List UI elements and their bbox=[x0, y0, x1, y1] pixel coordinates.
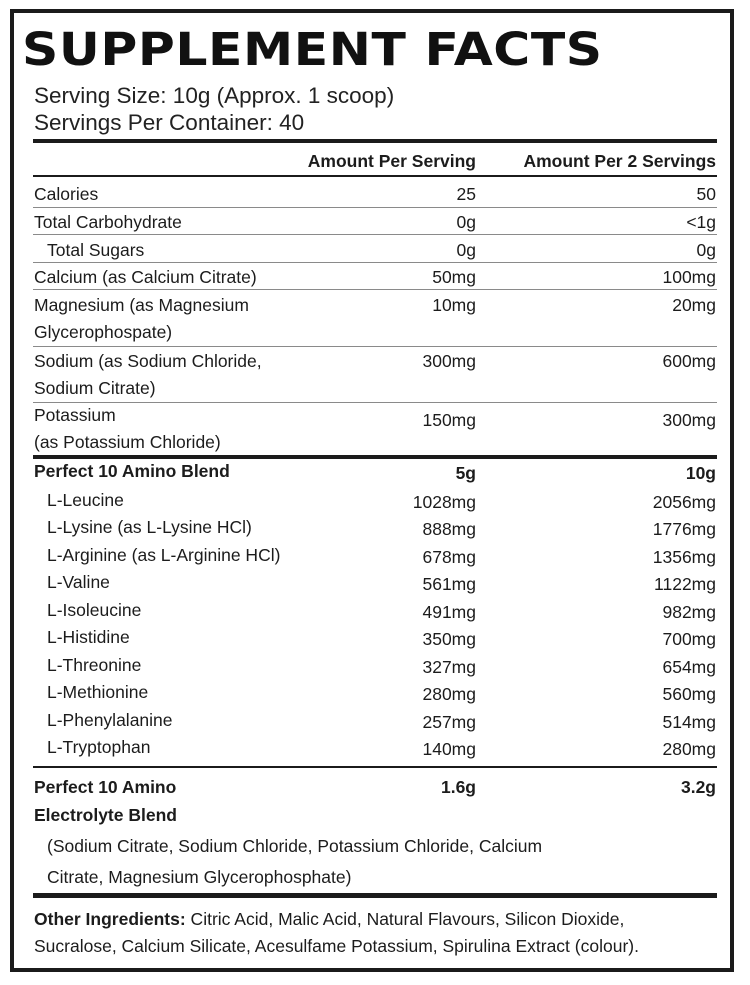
row-divider bbox=[33, 402, 717, 403]
potassium-per-serving: 150mg bbox=[422, 410, 476, 430]
potassium-per-2-servings: 300mg bbox=[662, 410, 716, 430]
row-divider bbox=[33, 289, 717, 290]
electrolyte-blend-label-line2: Electrolyte Blend bbox=[34, 805, 177, 825]
row-divider bbox=[33, 207, 717, 208]
sodium-label-line1: Sodium (as Sodium Chloride, bbox=[34, 351, 262, 371]
other-ingredients-label: Other Ingredients: bbox=[34, 909, 186, 929]
amino-item-label: L-Phenylalanine bbox=[47, 710, 173, 730]
amino-item-label: L-Lysine (as L-Lysine HCl) bbox=[47, 517, 252, 537]
carbohydrate-label: Total Carbohydrate bbox=[34, 212, 182, 232]
amino-item-per-serving: 280mg bbox=[422, 684, 476, 704]
amino-blend-per-serving: 5g bbox=[455, 463, 476, 483]
calories-per-serving: 25 bbox=[456, 184, 476, 204]
sugars-label: Total Sugars bbox=[47, 240, 145, 260]
amino-item-per-2-servings: 560mg bbox=[662, 684, 716, 704]
calcium-per-serving: 50mg bbox=[432, 267, 476, 287]
electrolyte-blend-label-line1: Perfect 10 Amino bbox=[34, 777, 177, 797]
other-ingredients bbox=[34, 906, 714, 960]
divider-header bbox=[33, 175, 717, 177]
other-ingredients-text-line1: Citric Acid, Malic Acid, Natural Flavours, Silicon Dioxide, bbox=[185, 909, 625, 929]
other-ingredients-text-line2: Sucralose, Calcium Silicate, Acesulfame Potassium, Spirulina Extract (colour). bbox=[34, 936, 639, 956]
amino-item-per-2-servings: 1122mg bbox=[654, 574, 716, 594]
calcium-label: Calcium (as Calcium Citrate) bbox=[34, 267, 257, 287]
amino-blend-per-2-servings: 10g bbox=[685, 463, 716, 483]
magnesium-per-2-servings: 20mg bbox=[672, 295, 716, 315]
potassium-label-line2: (as Potassium Chloride) bbox=[34, 432, 221, 452]
divider-thick bbox=[33, 455, 717, 459]
amino-item-label: L-Isoleucine bbox=[47, 600, 142, 620]
sodium-per-2-servings: 600mg bbox=[662, 351, 716, 371]
amino-item-per-serving: 140mg bbox=[422, 739, 476, 759]
amino-item-label: L-Tryptophan bbox=[47, 737, 151, 757]
row-divider bbox=[33, 262, 717, 263]
magnesium-per-serving: 10mg bbox=[432, 295, 476, 315]
amino-item-label: L-Leucine bbox=[47, 490, 124, 510]
amino-item-per-2-servings: 280mg bbox=[662, 739, 716, 759]
carbohydrate-per-serving: 0g bbox=[456, 212, 476, 232]
header-amount-per-2-servings: Amount Per 2 Servings bbox=[523, 151, 716, 171]
divider-thick bbox=[33, 139, 717, 143]
electrolyte-blend-description-line1: (Sodium Citrate, Sodium Chloride, Potassium Chloride, Calcium bbox=[47, 836, 543, 856]
divider-blend bbox=[33, 766, 717, 768]
amino-item-per-serving: 491mg bbox=[422, 602, 476, 622]
carbohydrate-per-2-servings: <1g bbox=[686, 212, 716, 232]
magnesium-label-line2: Glycerophospate) bbox=[34, 322, 173, 342]
sugars-per-2-servings: 0g bbox=[696, 240, 716, 260]
sugars-per-serving: 0g bbox=[456, 240, 476, 260]
amino-item-per-2-servings: 700mg bbox=[662, 629, 716, 649]
servings-per-container: Servings Per Container: 40 bbox=[34, 110, 305, 135]
amino-item-label: L-Arginine (as L-Arginine HCl) bbox=[47, 545, 281, 565]
amino-item-per-2-servings: 514mg bbox=[662, 712, 716, 732]
amino-item-per-2-servings: 1776mg bbox=[652, 519, 716, 539]
amino-item-per-2-servings: 1356mg bbox=[652, 547, 716, 567]
calories-label: Calories bbox=[34, 184, 99, 204]
amino-item-per-2-servings: 982mg bbox=[662, 602, 716, 622]
amino-item-per-2-servings: 654mg bbox=[662, 657, 716, 677]
amino-item-per-serving: 678mg bbox=[422, 547, 476, 567]
amino-item-per-serving: 561mg bbox=[422, 574, 476, 594]
amino-item-per-serving: 257mg bbox=[422, 712, 476, 732]
electrolyte-blend-per-serving: 1.6g bbox=[440, 777, 476, 797]
amino-blend-label: Perfect 10 Amino Blend bbox=[34, 461, 230, 481]
amino-item-label: L-Histidine bbox=[47, 627, 130, 647]
sodium-per-serving: 300mg bbox=[422, 351, 476, 371]
sodium-label-line2: Sodium Citrate) bbox=[34, 378, 156, 398]
potassium-label-line1: Potassium bbox=[34, 405, 116, 425]
amino-item-per-serving: 1028mg bbox=[412, 492, 476, 512]
header-amount-per-serving: Amount Per Serving bbox=[307, 151, 476, 171]
row-divider bbox=[33, 346, 717, 347]
row-divider bbox=[33, 234, 717, 235]
amino-item-per-serving: 350mg bbox=[422, 629, 476, 649]
calcium-per-2-servings: 100mg bbox=[662, 267, 716, 287]
amino-item-label: L-Valine bbox=[47, 572, 110, 592]
other-ingredients-line1 bbox=[34, 906, 714, 933]
electrolyte-blend-description-line2: Citrate, Magnesium Glycerophosphate) bbox=[47, 867, 352, 887]
amino-item-label: L-Threonine bbox=[47, 655, 142, 675]
panel-title: SUPPLEMENT FACTS bbox=[22, 23, 603, 76]
amino-item-per-2-servings: 2056mg bbox=[652, 492, 716, 512]
electrolyte-blend-per-2-servings: 3.2g bbox=[680, 777, 716, 797]
amino-item-per-serving: 888mg bbox=[422, 519, 476, 539]
calories-per-2-servings: 50 bbox=[696, 184, 716, 204]
amino-item-label: L-Methionine bbox=[47, 682, 149, 702]
amino-item-per-serving: 327mg bbox=[422, 657, 476, 677]
divider-bottom bbox=[33, 893, 717, 898]
magnesium-label-line1: Magnesium (as Magnesium bbox=[34, 295, 249, 315]
serving-size: Serving Size: 10g (Approx. 1 scoop) bbox=[34, 83, 395, 108]
